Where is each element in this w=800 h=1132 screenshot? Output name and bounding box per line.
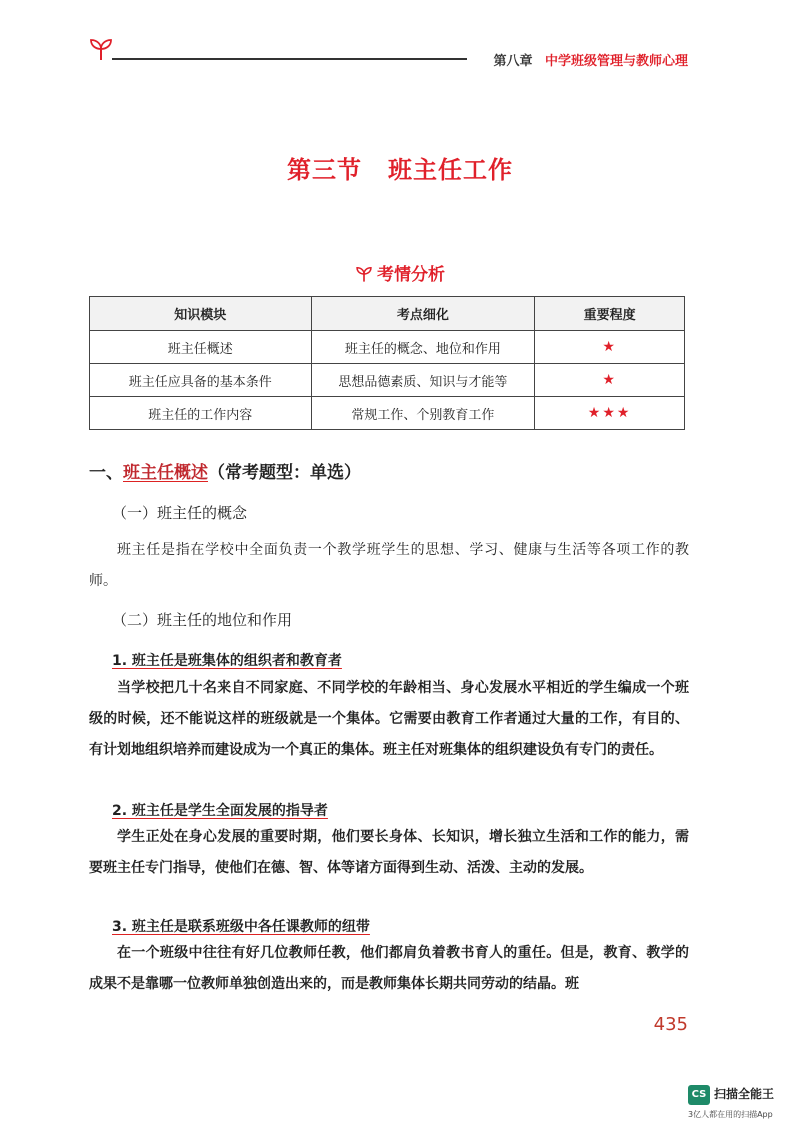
heading-suffix: （常考题型：单选） xyxy=(208,463,361,483)
item-heading-3: 3. 班主任是联系班级中各任课教师的纽带 xyxy=(112,919,370,935)
chapter-name: 中学班级管理与教师心理 xyxy=(544,54,688,69)
section-name: 班主任工作 xyxy=(388,156,513,184)
scanner-logo: CS xyxy=(688,1085,710,1105)
exam-analysis-table xyxy=(89,296,685,430)
chapter-header xyxy=(493,50,688,69)
paragraph-concept: 班主任是指在学校中全面负责一个教学班学生的思想、学习、健康与生活等各项工作的教师。 xyxy=(89,542,689,589)
scanner-tagline: 3亿人都在用的扫描App xyxy=(688,1110,773,1119)
importance-stars: ★ xyxy=(535,331,685,364)
section-number: 第三节 xyxy=(287,156,362,184)
sprout-icon xyxy=(355,265,373,283)
subheading-concept: （一）班主任的概念 xyxy=(112,504,248,522)
importance-stars: ★ xyxy=(535,364,685,397)
table-header-row xyxy=(90,297,685,331)
importance-stars: ★★★ xyxy=(535,397,685,430)
heading-level-1 xyxy=(89,458,361,483)
detail-cell: 思想品德素质、知识与才能等 xyxy=(311,364,535,397)
analysis-title: 考情分析 xyxy=(377,265,445,285)
item-heading-1: 1. 班主任是班集体的组织者和教育者 xyxy=(112,653,342,669)
table-row xyxy=(90,331,685,364)
table-row xyxy=(90,397,685,430)
paragraph-item-2: 学生正处在身心发展的重要时期，他们要长身体、长知识，增长独立生活和工作的能力，需要班主任专门指导，使他们在德、智、体等诸方面得到生动、活泼、主动的发展。 xyxy=(89,829,689,876)
table-row xyxy=(90,364,685,397)
detail-cell: 班主任的概念、地位和作用 xyxy=(311,331,535,364)
heading-prefix: 一、 xyxy=(89,463,123,483)
paragraph-item-3: 在一个班级中往往有好几位教师任教，他们都肩负着教书育人的重任。但是，教育、教学的成果不是靠哪一位教师单独创造出来的，而是教师集体长期共同劳动的结晶。班 xyxy=(89,945,689,992)
module-cell: 班主任的工作内容 xyxy=(90,397,312,430)
chapter-number: 第八章 xyxy=(493,54,533,69)
paragraph-item-1: 当学校把几十名来自不同家庭、不同学校的年龄相当、身心发展水平相近的学生编成一个班级的时候，还不能说这样的班级就是一个集体。它需要由教育工作者通过大量的工作，有目的、有计划地组织培养而建设成为一个真正的集体。班主任对班集体的组织建设负有专门的责任。 xyxy=(89,680,689,758)
module-cell: 班主任概述 xyxy=(90,331,312,364)
page-number: 435 xyxy=(653,1014,688,1035)
scanner-name: 扫描全能王 xyxy=(714,1087,775,1101)
detail-cell: 常规工作、个别教育工作 xyxy=(311,397,535,430)
analysis-heading xyxy=(0,260,800,285)
header-rule xyxy=(112,58,467,60)
column-header: 重要程度 xyxy=(535,297,685,331)
sprout-icon xyxy=(88,36,114,62)
column-header: 知识模块 xyxy=(90,297,312,331)
column-header: 考点细化 xyxy=(311,297,535,331)
item-heading-2: 2. 班主任是学生全面发展的指导者 xyxy=(112,803,328,819)
heading-marked-text: 班主任概述 xyxy=(123,463,208,483)
module-cell: 班主任应具备的基本条件 xyxy=(90,364,312,397)
subheading-role: （二）班主任的地位和作用 xyxy=(112,611,293,629)
section-title xyxy=(0,150,800,185)
